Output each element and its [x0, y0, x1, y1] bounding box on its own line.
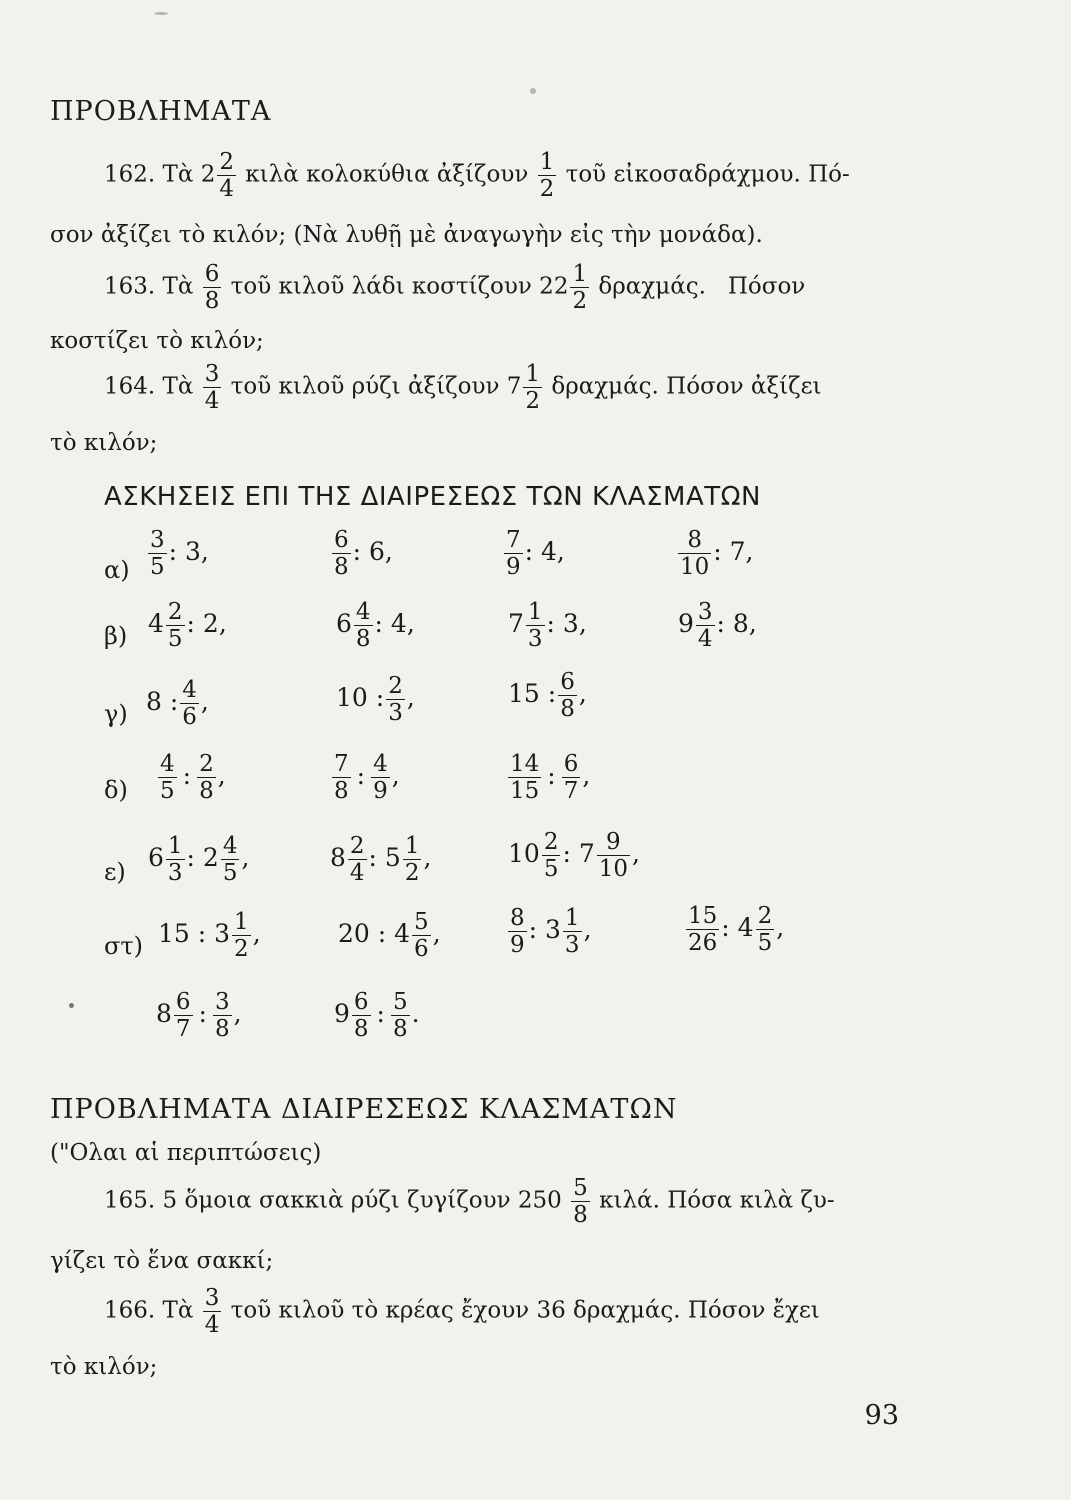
denominator: 8	[355, 626, 371, 653]
division-sign: :	[182, 761, 192, 791]
text-run: τοῦ εἰκοσαδράχμου. Πό-	[565, 161, 850, 188]
text-run: 166. Τὰ	[104, 1297, 194, 1324]
problem-166-line-1	[104, 1286, 820, 1337]
fraction	[563, 906, 582, 957]
numerator: 3	[204, 1285, 220, 1311]
numerator: 4	[355, 599, 371, 625]
exercise-g-1	[146, 678, 209, 729]
whole-part: 8	[330, 843, 346, 873]
text-run: τοῦ κιλοῦ ρύζι ἀξίζουν 7	[230, 373, 522, 400]
numerator: 7	[334, 751, 349, 777]
numerator: 5	[392, 989, 408, 1015]
scan-speck	[69, 1003, 74, 1008]
exercise-a-1	[146, 528, 209, 579]
section-heading-exercises: ΑΣΚΗΣΕΙΣ ΕΠΙ ΤΗΣ ΔΙΑΙΡΕΣΕΩΣ ΤΩΝ ΚΛΑΣΜΑΤΩΝ	[104, 482, 761, 512]
fraction	[526, 600, 545, 651]
fraction	[403, 834, 422, 885]
whole-part: : 5	[368, 843, 401, 873]
fraction	[203, 1286, 222, 1337]
text-run: ,	[252, 919, 261, 949]
whole-part: 15 : 3	[158, 919, 231, 949]
fraction	[538, 150, 557, 201]
text-run: ,	[582, 761, 591, 791]
numerator: 2	[167, 599, 183, 625]
text-run: ,	[200, 687, 209, 717]
fraction	[696, 600, 715, 651]
problem-164-line-2: τὸ κιλόν;	[50, 430, 158, 456]
numerator: 6	[334, 527, 349, 553]
denominator: 3	[167, 860, 183, 887]
numerator: 1	[527, 599, 543, 625]
denominator: 7	[175, 1016, 191, 1043]
numerator: 6	[353, 989, 369, 1015]
exercise-a-2	[330, 528, 393, 579]
fraction	[174, 990, 193, 1041]
text-run: ,	[423, 843, 432, 873]
problem-162-line-1	[104, 150, 850, 201]
problem-166-line-2: τὸ κιλόν;	[50, 1354, 158, 1380]
exercise-label-d: δ)	[104, 776, 128, 804]
numerator: 3	[697, 599, 713, 625]
whole-part: 10 :	[336, 683, 385, 713]
denominator: 26	[688, 930, 718, 957]
denominator: 7	[563, 778, 579, 805]
numerator: 6	[563, 751, 579, 777]
whole-part: 4	[148, 609, 164, 639]
text-run: ,	[776, 913, 785, 943]
fraction	[148, 528, 167, 579]
whole-part: : 7	[562, 839, 595, 869]
text-run: ,	[241, 843, 250, 873]
text-run: : 7,	[713, 537, 754, 567]
text-run: .	[411, 999, 420, 1029]
numerator: 1	[572, 261, 588, 287]
text-run: ,	[391, 761, 400, 791]
numerator: 5	[573, 1175, 588, 1201]
numerator: 15	[688, 903, 718, 929]
fraction	[197, 752, 216, 803]
fraction	[180, 678, 199, 729]
division-sign: :	[376, 999, 385, 1029]
numerator: 4	[160, 751, 175, 777]
whole-part: 9	[678, 609, 694, 639]
whole-part: 6	[336, 609, 352, 639]
denominator: 5	[150, 554, 165, 581]
numerator: 2	[219, 149, 234, 175]
denominator: 2	[525, 388, 541, 415]
text-run: 163. Τὰ	[104, 273, 194, 300]
fraction	[686, 904, 719, 955]
exercise-st-5	[156, 990, 242, 1041]
whole-part: 9	[334, 999, 350, 1029]
text-run: 162. Τὰ 2	[104, 161, 216, 188]
numerator: 8	[510, 905, 525, 931]
whole-part: 8 :	[146, 687, 179, 717]
denominator: 10	[598, 856, 629, 883]
denominator: 6	[414, 936, 429, 963]
exercise-b-3	[508, 600, 587, 651]
fraction	[371, 752, 390, 803]
denominator: 5	[222, 860, 238, 887]
numerator: 6	[175, 989, 191, 1015]
numerator: 2	[543, 829, 559, 855]
page-number: 93	[864, 1400, 899, 1431]
numerator: 4	[373, 751, 388, 777]
exercise-b-1	[148, 600, 227, 651]
exercise-a-3	[502, 528, 565, 579]
text-run: ,	[406, 683, 415, 713]
numerator: 6	[204, 261, 220, 287]
fraction	[354, 600, 373, 651]
problem-162-line-2: σον ἀξίζει τὸ κιλόν; (Νὰ λυθῇ μὲ ἀναγωγὴν εἰς τὴν μονάδα).	[50, 222, 763, 248]
denominator: 8	[573, 1202, 588, 1229]
numerator: 6	[560, 669, 575, 695]
denominator: 8	[560, 696, 575, 723]
section-heading-problems: ΠΡΟΒΛΗΜΑΤΑ	[50, 96, 272, 127]
exercise-label-st: στ)	[104, 932, 144, 960]
denominator: 8	[199, 778, 214, 805]
denominator: 15	[510, 778, 540, 805]
text-run: ,	[217, 761, 226, 791]
problem-163-line-2: κοστίζει τὸ κιλόν;	[50, 328, 264, 354]
denominator: 5	[757, 930, 773, 957]
exercise-e-2	[330, 834, 431, 885]
denominator: 10	[680, 554, 710, 581]
whole-part: 8	[156, 999, 172, 1029]
exercise-st-4	[684, 904, 784, 955]
fraction	[558, 670, 577, 721]
fraction	[166, 834, 185, 885]
numerator: 3	[204, 361, 220, 387]
denominator: 3	[564, 932, 580, 959]
exercise-d-3	[506, 752, 590, 803]
fraction	[508, 752, 541, 803]
numerator: 1	[539, 149, 555, 175]
fraction	[562, 752, 581, 803]
fraction	[542, 830, 561, 881]
denominator: 8	[204, 288, 220, 315]
denominator: 5	[160, 778, 175, 805]
problem-165-line-1	[104, 1176, 835, 1227]
fraction	[166, 600, 185, 651]
fraction	[756, 904, 775, 955]
fraction	[213, 990, 232, 1041]
numerator: 3	[150, 527, 165, 553]
exercise-label-b: β)	[104, 622, 128, 650]
text-run: : 4,	[374, 609, 415, 639]
exercise-g-2	[336, 674, 415, 725]
denominator: 3	[388, 700, 403, 727]
denominator: 2	[539, 176, 555, 203]
text-run: κιλὰ κολοκύθια ἀξίζουν	[245, 161, 529, 188]
fraction	[232, 910, 251, 961]
text-run: 164. Τὰ	[104, 373, 194, 400]
denominator: 4	[697, 626, 713, 653]
denominator: 8	[214, 1016, 230, 1043]
text-run: κιλά. Πόσα κιλὰ ζυ-	[599, 1187, 835, 1214]
exercise-d-2	[330, 752, 400, 803]
text-run: : 6,	[352, 537, 393, 567]
numerator: 1	[564, 905, 580, 931]
text-run: τοῦ κιλοῦ λάδι κοστίζουν 22	[230, 273, 569, 300]
numerator: 2	[388, 673, 403, 699]
numerator: 4	[182, 677, 197, 703]
section-heading-division-problems: ΠΡΟΒΛΗΜΑΤΑ ΔΙΑΙΡΕΣΕΩΣ ΚΛΑΣΜΑΤΩΝ	[50, 1094, 678, 1125]
text-run: 165. 5 ὅμοια σακκιὰ ρύζι ζυγίζουν 250	[104, 1187, 562, 1214]
fraction	[570, 262, 589, 313]
whole-part: 6	[148, 843, 164, 873]
whole-part: : 4	[721, 913, 754, 943]
fraction	[523, 362, 542, 413]
fraction	[508, 906, 527, 957]
text-run: : 8,	[716, 609, 757, 639]
fraction	[678, 528, 711, 579]
text-run: : 3,	[546, 609, 587, 639]
text-run: ,	[233, 999, 242, 1029]
denominator: 6	[182, 704, 197, 731]
numerator: 8	[687, 527, 702, 553]
text-run: : 4,	[524, 537, 565, 567]
exercise-b-4	[678, 600, 757, 651]
exercise-st-3	[506, 906, 592, 957]
denominator: 4	[219, 176, 234, 203]
whole-part: 7	[508, 609, 524, 639]
exercise-e-1	[148, 834, 249, 885]
text-run: : 3,	[168, 537, 209, 567]
exercise-d-1	[156, 752, 226, 803]
denominator: 3	[527, 626, 543, 653]
denominator: 2	[234, 936, 249, 963]
numerator: 14	[510, 751, 540, 777]
problem-164-line-1	[104, 362, 822, 413]
denominator: 2	[404, 860, 420, 887]
problem-165-line-2: γίζει τὸ ἕνα σακκί;	[50, 1248, 274, 1274]
fraction	[597, 830, 630, 881]
scan-speck	[530, 88, 536, 94]
exercise-st-6	[334, 990, 420, 1041]
fraction	[203, 262, 222, 313]
fraction	[504, 528, 523, 579]
exercise-e-3	[508, 830, 640, 881]
denominator: 4	[204, 388, 220, 415]
denominator: 9	[510, 932, 525, 959]
division-sign: :	[198, 999, 207, 1029]
numerator: 4	[222, 833, 238, 859]
denominator: 4	[204, 1312, 220, 1339]
fraction	[412, 910, 431, 961]
numerator: 2	[757, 903, 773, 929]
text-run: ,	[578, 679, 587, 709]
denominator: 8	[334, 554, 349, 581]
denominator: 5	[167, 626, 183, 653]
denominator: 5	[543, 856, 559, 883]
exercise-b-2	[336, 600, 415, 651]
denominator: 8	[353, 1016, 369, 1043]
exercise-label-a: α)	[104, 556, 130, 584]
fraction	[332, 752, 351, 803]
exercise-st-1	[158, 910, 261, 961]
fraction	[332, 528, 351, 579]
exercise-st-2	[338, 910, 441, 961]
denominator: 4	[349, 860, 365, 887]
fraction	[348, 834, 367, 885]
whole-part: 15 :	[508, 679, 557, 709]
whole-part: 20 : 4	[338, 919, 411, 949]
numerator: 3	[214, 989, 230, 1015]
fraction	[203, 362, 222, 413]
denominator: 2	[572, 288, 588, 315]
text-run: ,	[432, 919, 441, 949]
numerator: 7	[506, 527, 521, 553]
fraction	[386, 674, 405, 725]
text-run: ,	[632, 839, 640, 869]
exercise-a-4	[676, 528, 754, 579]
text-run: δραχμάς. Πόσον ἀξίζει	[551, 373, 822, 400]
text-run: ,	[583, 915, 592, 945]
fraction	[217, 150, 236, 201]
numerator: 9	[606, 829, 621, 855]
exercise-g-3	[508, 670, 587, 721]
numerator: 2	[199, 751, 214, 777]
denominator: 9	[506, 554, 521, 581]
text-run: : 2,	[186, 609, 227, 639]
division-sign: :	[356, 761, 366, 791]
numerator: 1	[525, 361, 541, 387]
denominator: 8	[334, 778, 349, 805]
whole-part: : 3	[528, 915, 561, 945]
exercise-label-g: γ)	[104, 700, 128, 728]
problem-163-line-1	[104, 262, 805, 313]
scan-speck	[154, 12, 168, 15]
fraction	[571, 1176, 590, 1227]
fraction	[391, 990, 410, 1041]
exercise-label-e: ε)	[104, 858, 126, 886]
denominator: 9	[373, 778, 388, 805]
fraction	[158, 752, 177, 803]
whole-part: : 2	[186, 843, 219, 873]
section-note: ("Ολαι αἱ περιπτώσεις)	[50, 1140, 322, 1166]
text-run: τοῦ κιλοῦ τὸ κρέας ἔχουν 36 δραχμάς. Πόσον ἔχει	[230, 1297, 820, 1324]
numerator: 2	[349, 833, 365, 859]
fraction	[221, 834, 240, 885]
numerator: 5	[414, 909, 429, 935]
numerator: 1	[404, 833, 420, 859]
numerator: 1	[167, 833, 183, 859]
numerator: 1	[234, 909, 249, 935]
whole-part: 10	[508, 839, 540, 869]
text-run: δραχμάς. Πόσον	[598, 273, 806, 300]
fraction	[352, 990, 371, 1041]
denominator: 8	[392, 1016, 408, 1043]
division-sign: :	[547, 761, 556, 791]
